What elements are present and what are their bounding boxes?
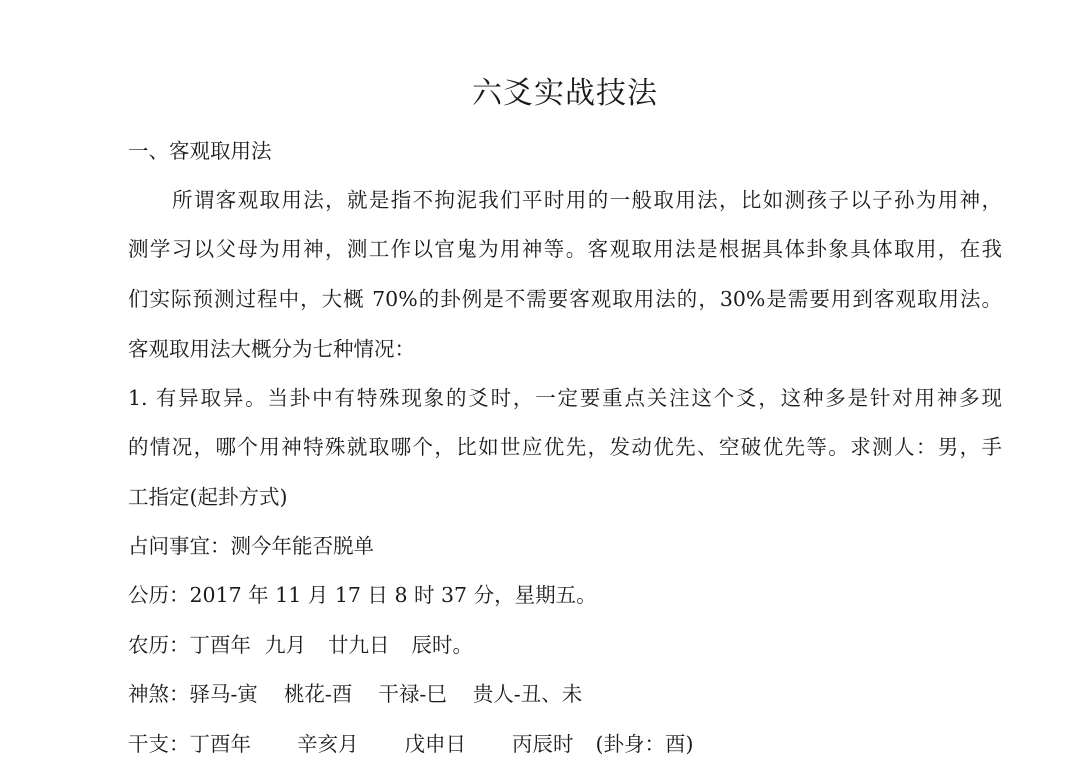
lunar-day: 廿九日 [328,633,390,657]
lunar-month: 九月 [265,633,306,657]
intro-line: 客观取用法大概分为七种情况： [128,337,415,361]
list-item-line: 工指定(起卦方式) [128,485,288,509]
lunar-year: 丁酉年 [189,633,251,657]
ganzhi-label: 干支： [128,732,190,756]
lunar-date-line [128,630,473,660]
section-heading: 一、客观取用法 [128,139,272,163]
lunar-hour: 辰时。 [411,633,473,657]
ganzhi-year: 丁酉年 [189,732,251,756]
shensha-line [128,679,582,709]
ganzhi-guashen: (卦身：酉) [595,732,694,756]
ganzhi-hour: 丙辰时 [512,732,574,756]
shensha-item: 贵人-丑、未 [472,682,583,706]
question-line: 占问事宜：测今年能否脱单 [128,534,374,558]
document-title: 六爻实战技法 [472,76,658,111]
shensha-label: 神煞： [128,682,190,706]
list-item-line: 1. 有异取异。当卦中有特殊现象的爻时，一定要重点关注这个爻，这种多是针对用神多现 [128,386,1002,410]
shensha-item: 干禄-巳 [378,682,447,706]
ganzhi-line [128,729,694,759]
shensha-item: 驿马-寅 [189,682,258,706]
ganzhi-day: 戊申日 [404,732,466,756]
lunar-label: 农历： [128,633,190,657]
paragraph-line: 们实际预测过程中，大概 70%的卦例是不需要客观取用法的，30%是需要用到客观取用法。 [128,287,1002,311]
paragraph-line: 所谓客观取用法，就是指不拘泥我们平时用的一般取用法，比如测孩子以子孙为用神， [172,188,1002,212]
paragraph-line: 测学习以父母为用神，测工作以官鬼为用神等。客观取用法是根据具体卦象具体取用，在我 [128,237,1002,261]
list-item-line: 的情况，哪个用神特殊就取哪个，比如世应优先，发动优先、空破优先等。求测人：男，手 [128,435,1002,459]
solar-date-line: 公历：2017 年 11 月 17 日 8 时 37 分，星期五。 [128,583,597,607]
ganzhi-month: 辛亥月 [297,732,359,756]
shensha-item: 桃花-酉 [283,682,353,706]
